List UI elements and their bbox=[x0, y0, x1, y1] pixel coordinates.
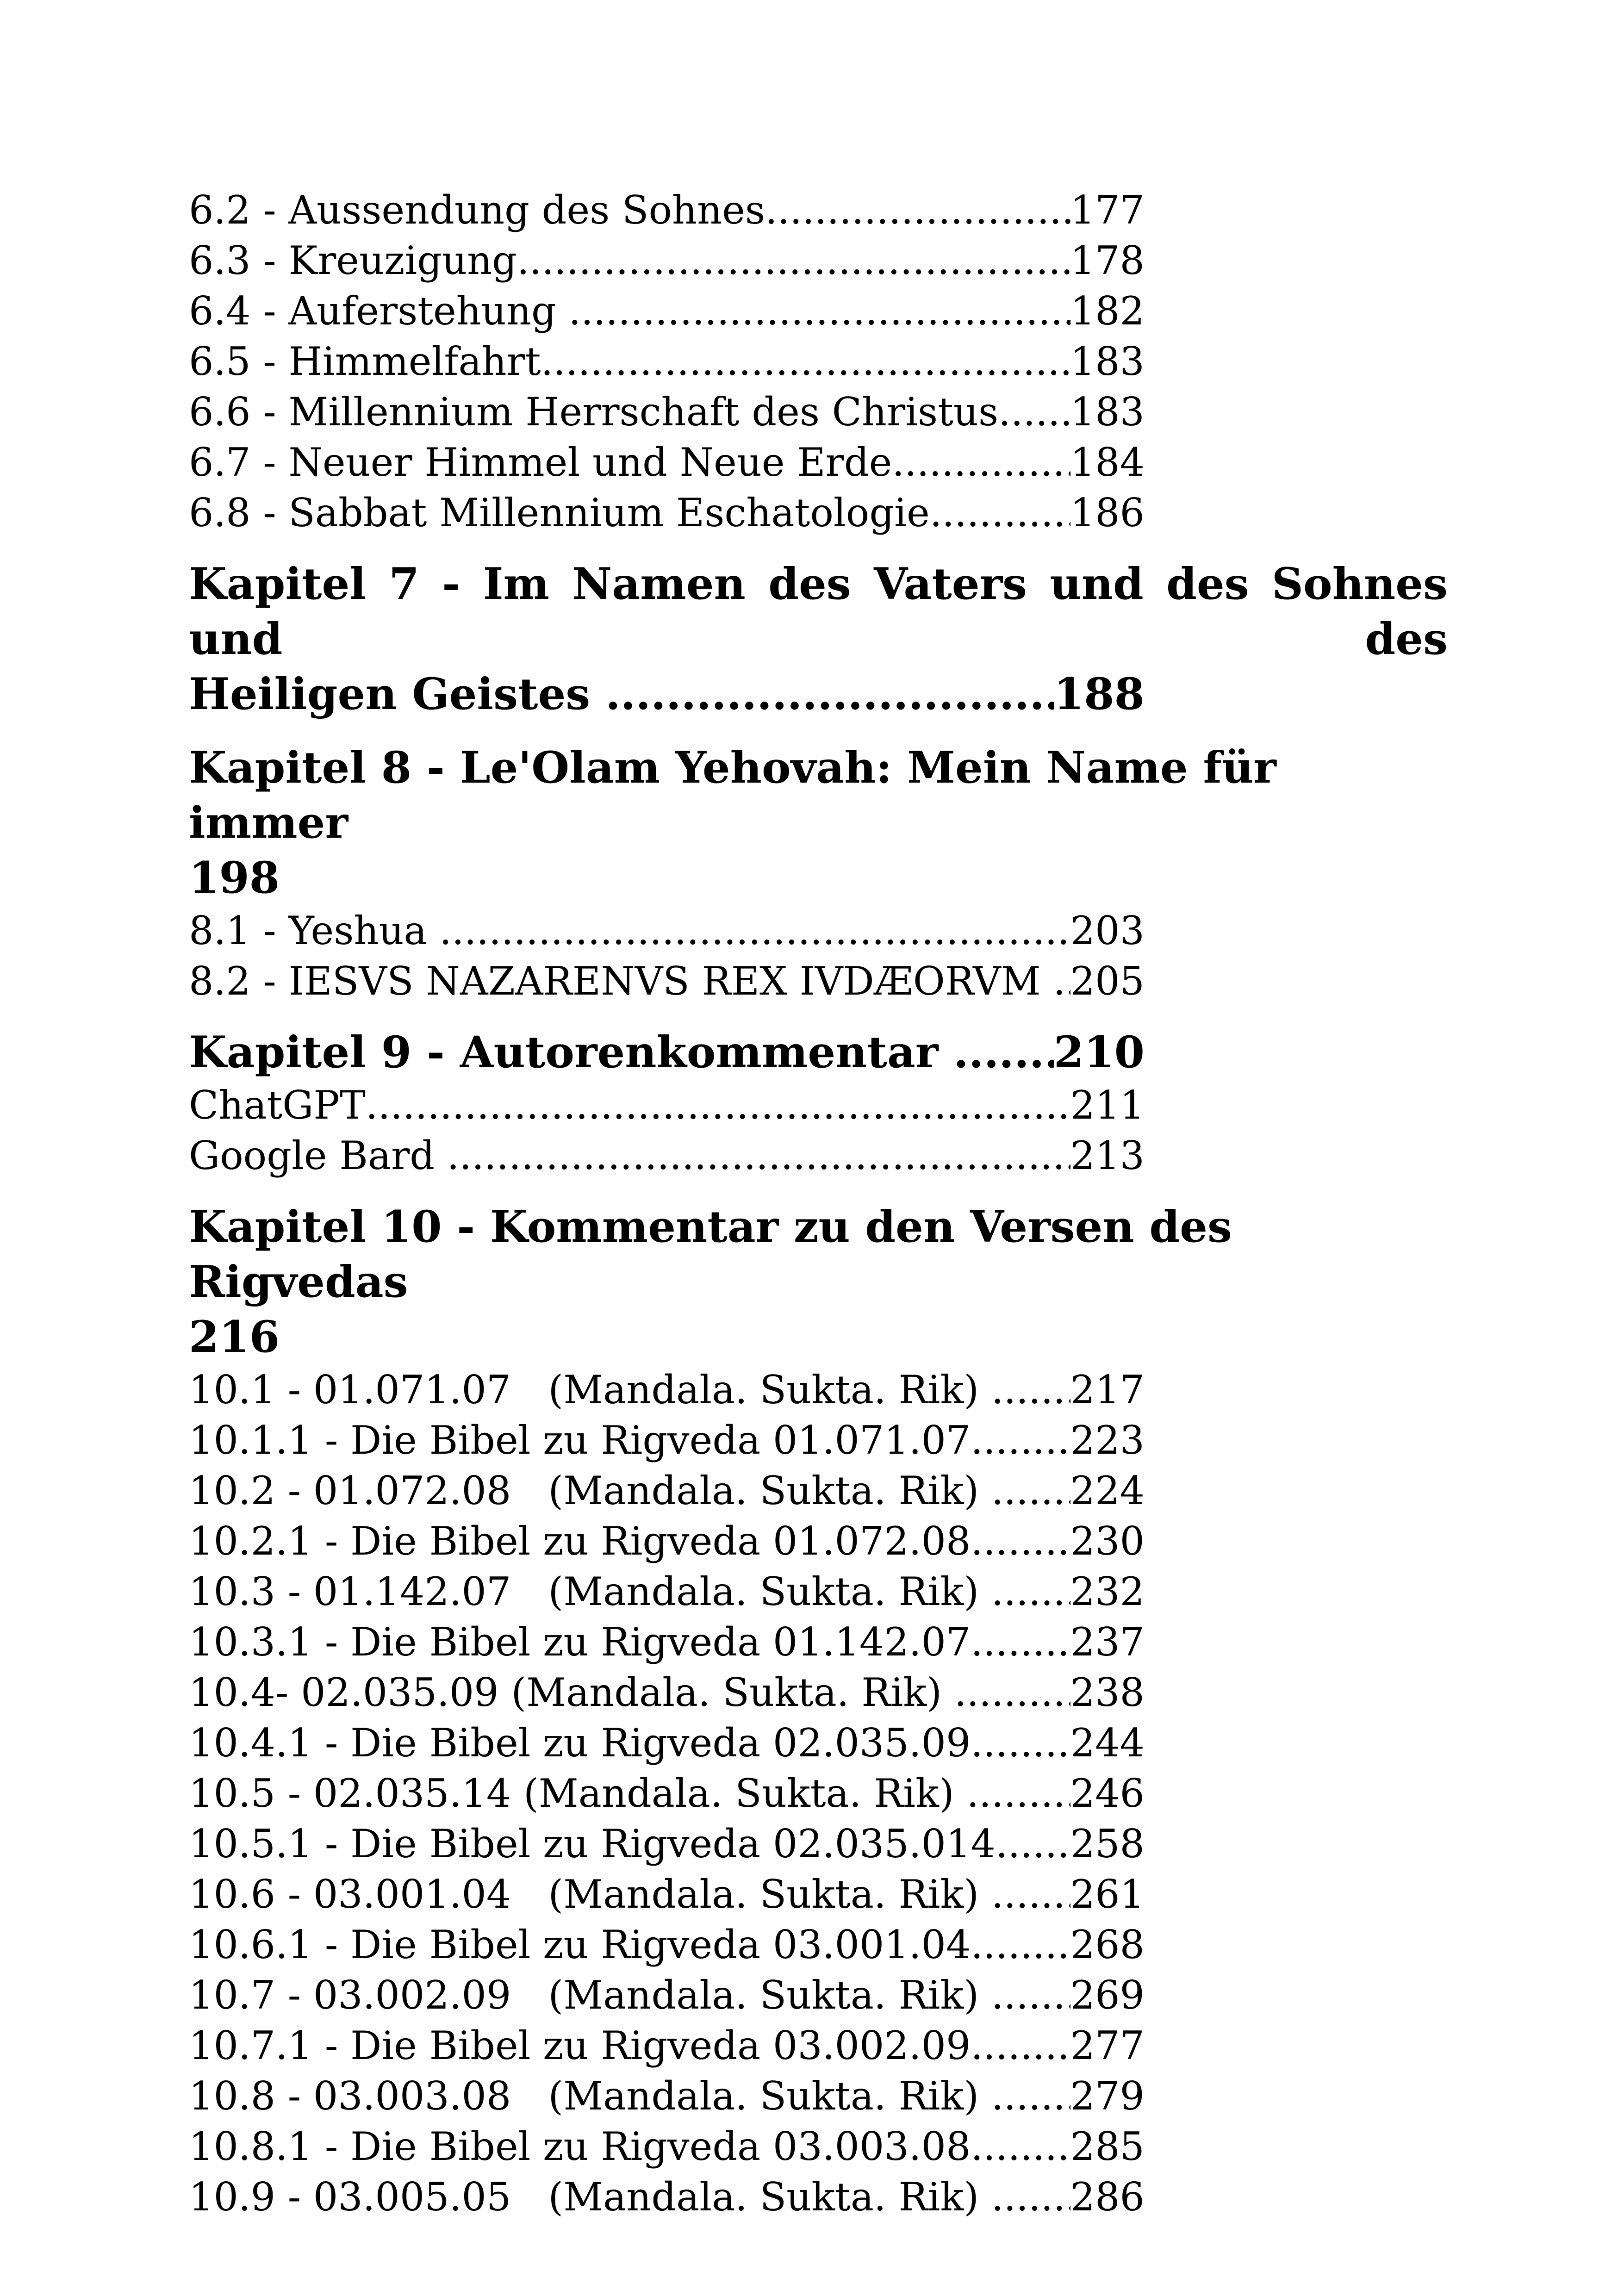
chapter-7-page: 188 bbox=[1053, 669, 1145, 720]
toc-entry-page: 246 bbox=[1070, 1771, 1145, 1816]
toc-entry[interactable] bbox=[189, 2021, 1145, 2071]
dot-leader bbox=[568, 286, 1070, 336]
toc-entry[interactable] bbox=[189, 667, 1145, 722]
toc-entry-page: 237 bbox=[1070, 1619, 1145, 1665]
dot-leader bbox=[971, 1617, 1070, 1668]
toc-entry[interactable] bbox=[189, 1718, 1145, 1768]
toc-entry-label: 6.5 - Himmelfahrt bbox=[189, 339, 541, 384]
toc-entry-label: 10.7 - 03.002.09 (Mandala. Sukta. Rik) bbox=[189, 1972, 991, 2018]
toc-entry-label: 10.2 - 01.072.08 (Mandala. Sukta. Rik) bbox=[189, 1468, 991, 1513]
toc-entry[interactable] bbox=[189, 336, 1145, 387]
toc-entry-label: 10.5 - 02.035.14 (Mandala. Sukta. Rik) bbox=[189, 1771, 967, 1816]
toc-entry[interactable] bbox=[189, 1668, 1145, 1718]
toc-entry[interactable] bbox=[189, 1869, 1145, 1920]
dot-leader bbox=[971, 1718, 1070, 1768]
toc-entry[interactable] bbox=[189, 2071, 1145, 2122]
toc-entry[interactable] bbox=[189, 1365, 1145, 1415]
toc-entry-label: 10.1.1 - Die Bibel zu Rigveda 01.071.07 bbox=[189, 1418, 971, 1463]
chapter-8 bbox=[189, 740, 1448, 1007]
toc-entry[interactable] bbox=[189, 1516, 1145, 1567]
toc-entry-page: 217 bbox=[1070, 1367, 1145, 1412]
toc-entry[interactable] bbox=[189, 1025, 1145, 1080]
table-of-contents bbox=[189, 185, 1448, 2222]
chapter-9-page: 210 bbox=[1053, 1027, 1145, 1078]
toc-entry[interactable] bbox=[189, 2122, 1145, 2172]
dot-leader bbox=[954, 1668, 1070, 1718]
dot-leader bbox=[991, 1466, 1070, 1516]
dot-leader bbox=[991, 2071, 1070, 2122]
dot-leader bbox=[991, 1365, 1070, 1415]
toc-entry[interactable] bbox=[189, 236, 1145, 286]
dot-leader bbox=[971, 1920, 1070, 1970]
toc-entry-page: 261 bbox=[1070, 1872, 1145, 1917]
toc-entry-page: 286 bbox=[1070, 2174, 1145, 2220]
dot-leader bbox=[971, 1516, 1070, 1567]
toc-entry[interactable] bbox=[189, 185, 1145, 236]
chapter-10-page: 216 bbox=[189, 1312, 280, 1363]
toc-entry-page: 223 bbox=[1070, 1418, 1145, 1463]
toc-entry-page: 232 bbox=[1070, 1569, 1145, 1614]
dot-leader bbox=[765, 185, 1070, 236]
toc-entry[interactable] bbox=[189, 1768, 1145, 1819]
toc-entry-page: 279 bbox=[1070, 2073, 1145, 2119]
dot-leader bbox=[996, 1819, 1070, 1869]
chapter-8-page: 198 bbox=[189, 852, 280, 903]
chapter-8-title: Kapitel 8 - Le'Olam Yehovah: Mein Name für immer bbox=[189, 742, 1276, 848]
toc-entry-page: 183 bbox=[1070, 339, 1145, 384]
toc-entry-label: 10.4.1 - Die Bibel zu Rigveda 02.035.09 bbox=[189, 1720, 971, 1766]
section-6-entries bbox=[189, 185, 1448, 538]
toc-entry-page: 277 bbox=[1070, 2023, 1145, 2068]
toc-entry-label: 10.4- 02.035.09 (Mandala. Sukta. Rik) bbox=[189, 1670, 954, 1715]
toc-entry-page: 230 bbox=[1070, 1518, 1145, 1564]
dot-leader bbox=[366, 1080, 1070, 1131]
toc-entry[interactable] bbox=[189, 1920, 1145, 1970]
toc-entry-label: 8.2 - IESVS NAZARENVS REX IVDÆORVM bbox=[189, 958, 1053, 1004]
toc-entry-label: 10.2.1 - Die Bibel zu Rigveda 01.072.08 bbox=[189, 1518, 971, 1564]
toc-entry-label: 10.6 - 03.001.04 (Mandala. Sukta. Rik) bbox=[189, 1872, 991, 1917]
toc-entry-label: ChatGPT bbox=[189, 1083, 366, 1128]
chapter-9-title: Kapitel 9 - Autorenkommentar bbox=[189, 1027, 954, 1078]
toc-entry-page: 269 bbox=[1070, 1972, 1145, 2018]
dot-leader bbox=[541, 336, 1070, 387]
toc-entry[interactable] bbox=[189, 387, 1145, 437]
toc-entry-page: 178 bbox=[1070, 238, 1145, 283]
chapter-10-title: Kapitel 10 - Kommentar zu den Versen des Rigvedas bbox=[189, 1201, 1232, 1307]
toc-entry-label: 10.8 - 03.003.08 (Mandala. Sukta. Rik) bbox=[189, 2073, 991, 2119]
dot-leader bbox=[991, 1869, 1070, 1920]
toc-entry[interactable] bbox=[189, 1567, 1145, 1617]
toc-entry-page: 285 bbox=[1070, 2124, 1145, 2169]
toc-entry-page: 244 bbox=[1070, 1720, 1145, 1766]
dot-leader bbox=[1053, 956, 1070, 1007]
toc-entry-label: 10.5.1 - Die Bibel zu Rigveda 02.035.014 bbox=[189, 1821, 996, 1867]
toc-entry-page: 205 bbox=[1070, 958, 1145, 1004]
chapter-7-title-line1: Kapitel 7 - Im Namen des Vaters und des Sohnes und des bbox=[189, 559, 1448, 665]
dot-leader bbox=[971, 2021, 1070, 2071]
toc-entry-label: 10.3.1 - Die Bibel zu Rigveda 01.142.07 bbox=[189, 1619, 971, 1665]
toc-entry[interactable] bbox=[189, 906, 1145, 956]
toc-entry-page: 183 bbox=[1070, 389, 1145, 435]
toc-entry-label: 6.6 - Millennium Herrschaft des Christus bbox=[189, 389, 999, 435]
toc-entry[interactable] bbox=[189, 1415, 1145, 1466]
chapter-10-entries bbox=[189, 1365, 1448, 2222]
chapter-7-title-line2: Heiligen Geistes bbox=[189, 669, 605, 720]
toc-entry-label: 8.1 - Yeshua bbox=[189, 908, 440, 953]
dot-leader bbox=[991, 1567, 1070, 1617]
toc-entry[interactable] bbox=[189, 1466, 1145, 1516]
dot-leader bbox=[892, 437, 1070, 488]
dot-leader bbox=[971, 1415, 1070, 1466]
dot-leader bbox=[447, 1131, 1070, 1181]
toc-entry-label: 6.4 - Auferstehung bbox=[189, 288, 569, 334]
toc-entry[interactable] bbox=[189, 488, 1145, 538]
toc-entry-label: 10.6.1 - Die Bibel zu Rigveda 03.001.04 bbox=[189, 1922, 971, 1967]
dot-leader bbox=[971, 2122, 1070, 2172]
toc-entry-label: 10.8.1 - Die Bibel zu Rigveda 03.003.08 bbox=[189, 2124, 971, 2169]
toc-entry-page: 268 bbox=[1070, 1922, 1145, 1967]
toc-entry[interactable] bbox=[189, 286, 1145, 336]
toc-entry-page: 177 bbox=[1070, 187, 1145, 233]
toc-entry-label: 10.1 - 01.071.07 (Mandala. Sukta. Rik) bbox=[189, 1367, 991, 1412]
toc-entry-label: 6.2 - Aussendung des Sohnes bbox=[189, 187, 765, 233]
toc-entry[interactable] bbox=[189, 1131, 1145, 1181]
toc-entry-page: 238 bbox=[1070, 1670, 1145, 1715]
toc-entry-page: 224 bbox=[1070, 1468, 1145, 1513]
toc-entry-page: 182 bbox=[1070, 288, 1145, 334]
dot-leader bbox=[991, 1970, 1070, 2021]
toc-entry-label: 6.7 - Neuer Himmel und Neue Erde bbox=[189, 440, 892, 485]
toc-entry-label: 10.7.1 - Die Bibel zu Rigveda 03.002.09 bbox=[189, 2023, 971, 2068]
dot-leader bbox=[991, 2172, 1070, 2222]
toc-entry[interactable] bbox=[189, 1080, 1145, 1131]
toc-entry-page: 258 bbox=[1070, 1821, 1145, 1867]
dot-leader bbox=[966, 1768, 1070, 1819]
toc-entry[interactable] bbox=[189, 2172, 1145, 2222]
toc-entry-page: 211 bbox=[1070, 1083, 1145, 1128]
toc-entry[interactable] bbox=[189, 437, 1145, 488]
dot-leader bbox=[605, 667, 1054, 722]
dot-leader bbox=[517, 236, 1070, 286]
toc-entry[interactable] bbox=[189, 1970, 1145, 2021]
toc-entry-label: 10.3 - 01.142.07 (Mandala. Sukta. Rik) bbox=[189, 1569, 991, 1614]
toc-entry-label: 10.9 - 03.005.05 (Mandala. Sukta. Rik) bbox=[189, 2174, 991, 2220]
dot-leader bbox=[439, 906, 1070, 956]
chapter-10 bbox=[189, 1200, 1448, 2222]
toc-entry[interactable] bbox=[189, 1617, 1145, 1668]
toc-entry[interactable] bbox=[189, 956, 1145, 1007]
toc-entry-page: 186 bbox=[1070, 490, 1145, 535]
toc-entry-page: 184 bbox=[1070, 440, 1145, 485]
toc-entry-label: Google Bard bbox=[189, 1133, 447, 1178]
toc-entry-page: 213 bbox=[1070, 1133, 1145, 1178]
chapter-7 bbox=[189, 557, 1448, 722]
dot-leader bbox=[930, 488, 1070, 538]
chapter-8-entries bbox=[189, 906, 1448, 1007]
chapter-9-entries bbox=[189, 1080, 1448, 1181]
toc-entry[interactable] bbox=[189, 1819, 1145, 1869]
toc-entry-label: 6.8 - Sabbat Millennium Eschatologie bbox=[189, 490, 930, 535]
dot-leader bbox=[998, 387, 1070, 437]
chapter-9 bbox=[189, 1025, 1448, 1181]
toc-entry-label: 6.3 - Kreuzigung bbox=[189, 238, 517, 283]
toc-entry-page: 203 bbox=[1070, 908, 1145, 953]
dot-leader bbox=[953, 1025, 1054, 1080]
